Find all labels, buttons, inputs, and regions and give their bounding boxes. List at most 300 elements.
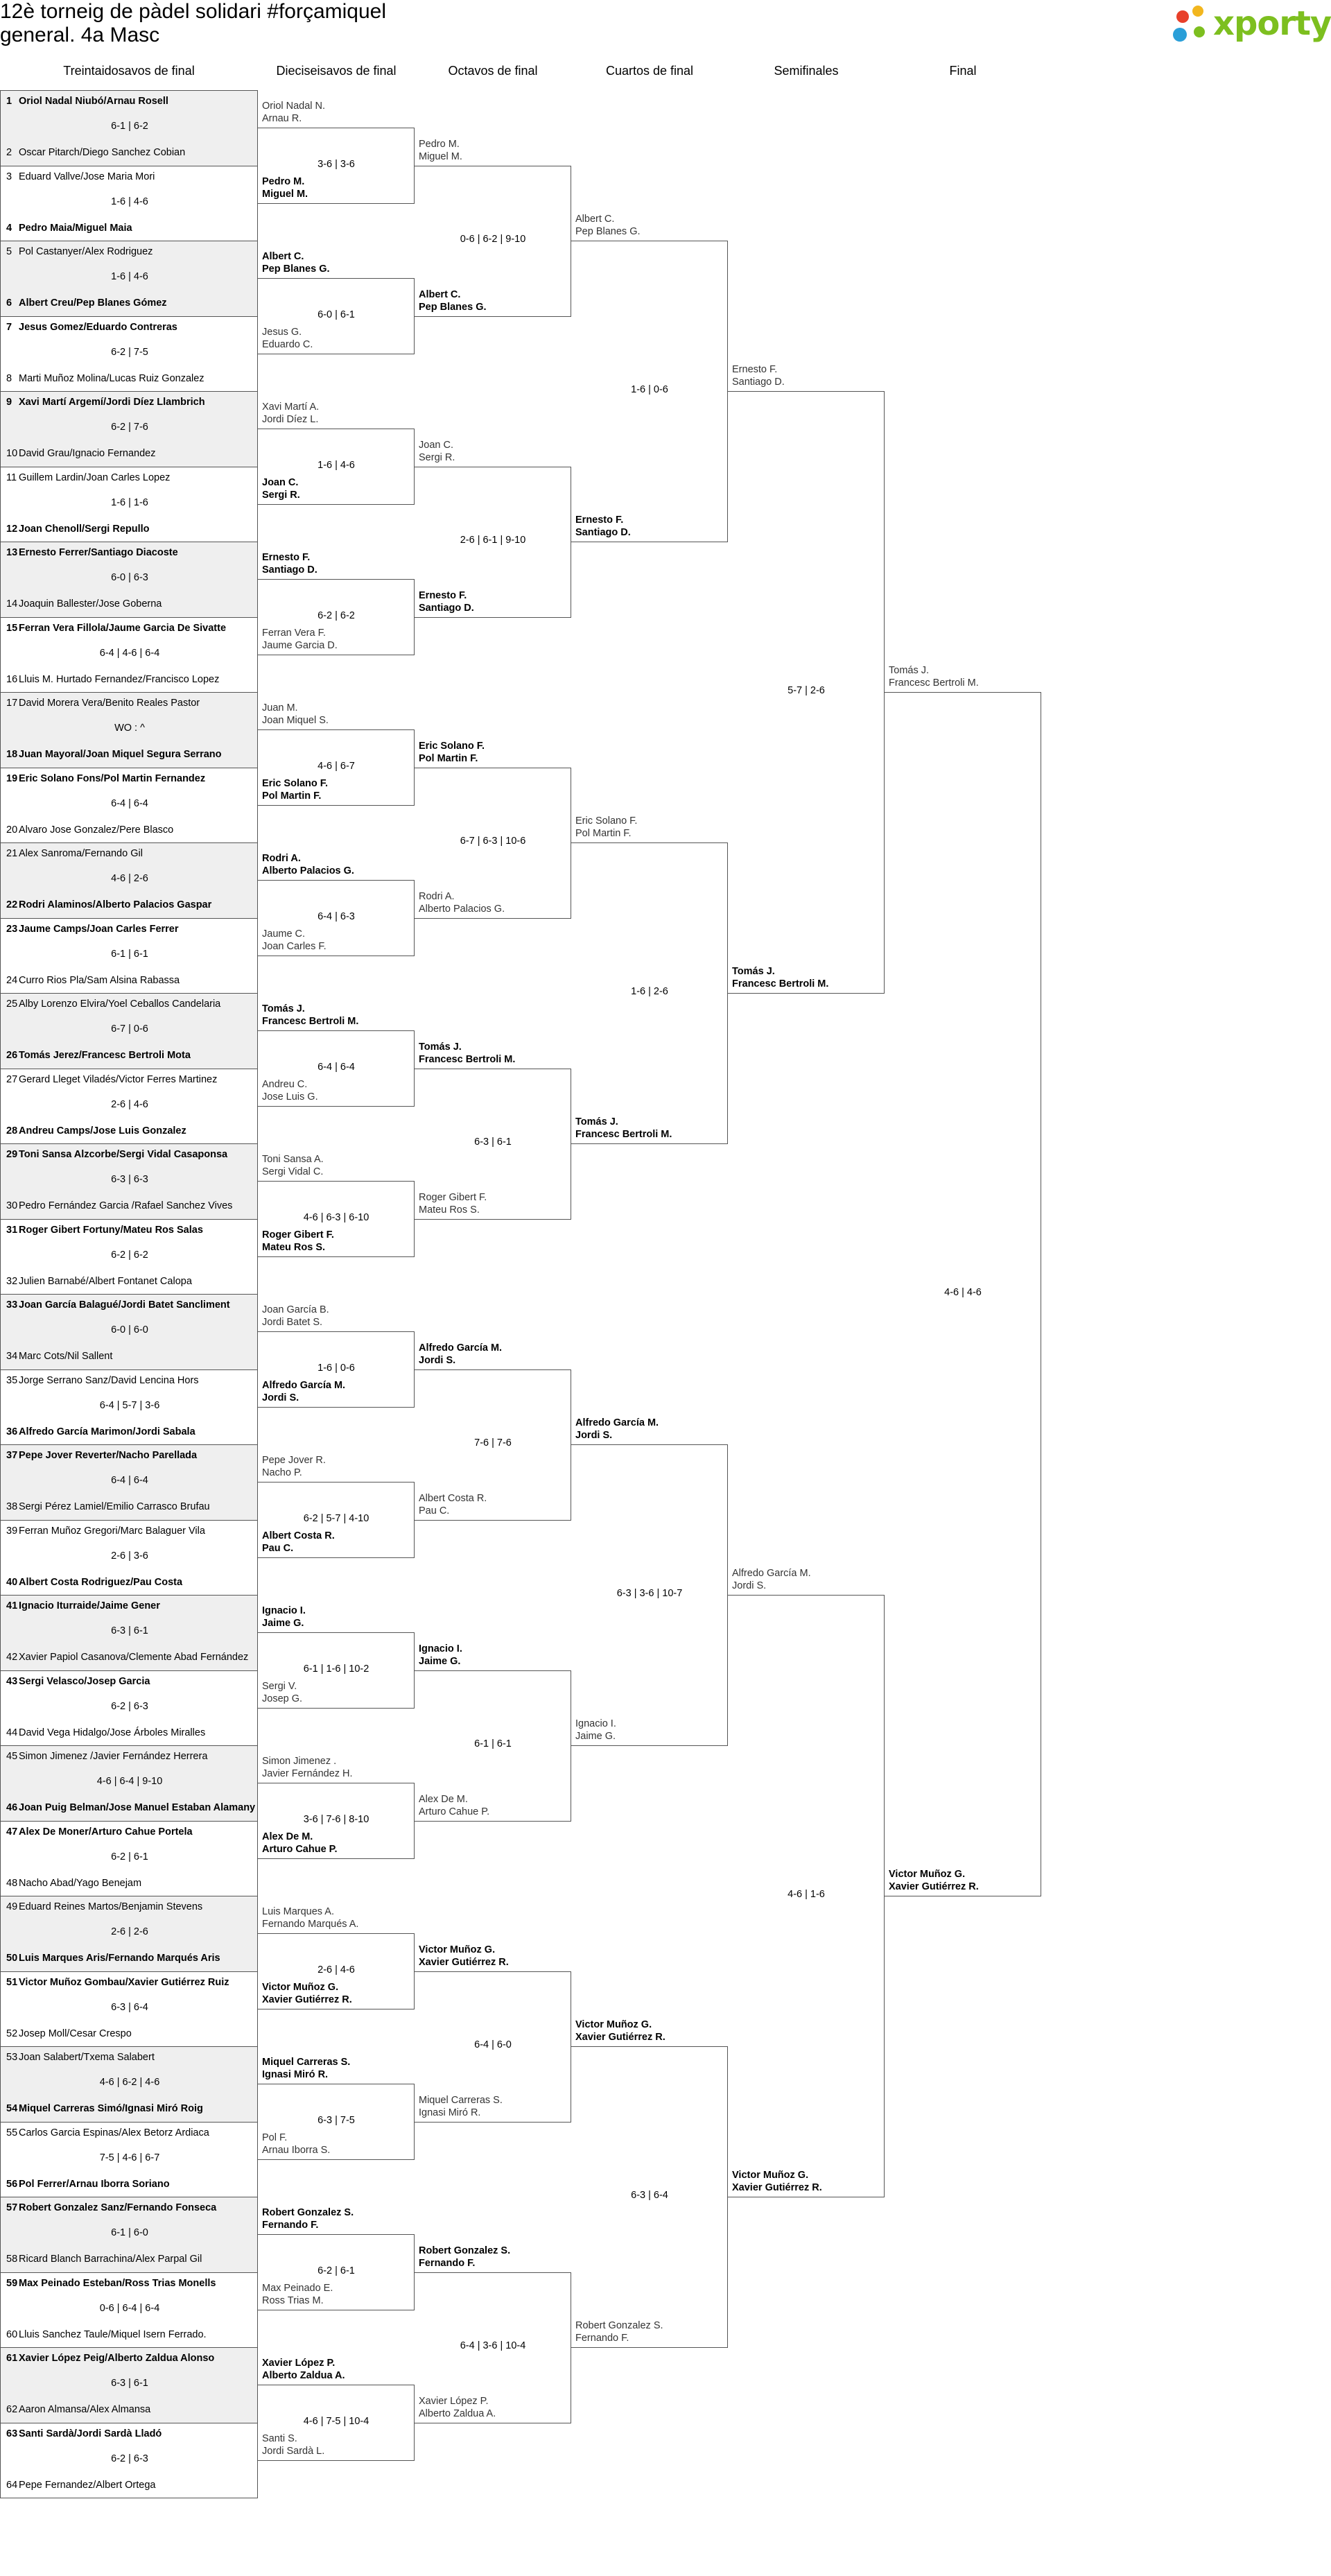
seed-number: 26 (6, 1050, 18, 1061)
team-a[interactable] (6, 923, 256, 935)
player-name: Francesc Bertroli M. (732, 978, 829, 989)
team-b[interactable] (6, 2102, 256, 2115)
team-name: Ernesto Ferrer/Santiago Diacoste (19, 547, 178, 558)
team-a[interactable] (6, 321, 256, 334)
seed-number: 32 (6, 1275, 18, 1287)
round-header: Octavos de final (448, 64, 538, 78)
team-a[interactable] (6, 697, 256, 709)
player-name: Eric Solano F. (575, 815, 638, 827)
team-name: Lluis M. Hurtado Fernandez/Francisco Lopez (19, 673, 220, 685)
seed-number: 14 (6, 598, 18, 610)
match-score: 6-4 | 6-4 (317, 1061, 355, 1073)
seed-number: 63 (6, 2428, 18, 2439)
seed-number: 43 (6, 1675, 18, 1687)
team-a[interactable] (6, 1826, 256, 1838)
player-name: Jaime G. (575, 1731, 616, 1742)
team-name: Roger Gibert Fortuny/Mateu Ros Salas (19, 1224, 203, 1236)
player-name: Arnau Iborra S. (262, 2144, 331, 2156)
team-b[interactable] (262, 2132, 330, 2156)
match-r1[interactable] (0, 90, 258, 166)
team-b[interactable] (6, 2479, 256, 2491)
seed-number: 6 (6, 297, 12, 309)
team-a[interactable] (262, 702, 329, 727)
player-name: Jordi S. (575, 1430, 613, 1441)
team-b[interactable] (575, 2319, 663, 2344)
match-r1[interactable] (0, 1219, 258, 1295)
player-name: Alberto Zaldua A. (262, 2370, 345, 2382)
team-b[interactable] (262, 1680, 302, 1705)
match-score: 4-6 | 4-6 (944, 1287, 982, 1298)
team-a[interactable] (419, 439, 455, 464)
team-b[interactable] (419, 1191, 487, 1216)
team-b[interactable] (6, 2403, 256, 2416)
player-name: Francesc Bertroli M. (575, 1129, 672, 1140)
match-score: 6-3 | 3-6 | 10-7 (616, 1588, 683, 1599)
team-a[interactable] (6, 1449, 256, 1462)
team-a[interactable] (6, 772, 256, 785)
player-name: Santiago D. (419, 602, 474, 614)
title-line-1: 12è torneig de pàdel solidari #forçamiquel (0, 0, 387, 23)
player-name: Albert C. (419, 288, 461, 300)
player-name: Tomás J. (732, 966, 775, 977)
team-name: Alex De Moner/Arturo Cahue Portela (19, 1826, 193, 1838)
team-b[interactable] (419, 589, 474, 614)
match-score: 0-6 | 6-4 | 6-4 (99, 2302, 160, 2314)
team-a[interactable] (6, 622, 256, 634)
player-name: Eric Solano F. (419, 740, 485, 752)
seed-number: 46 (6, 1802, 18, 1813)
team-b[interactable] (6, 1200, 256, 1212)
match-r1[interactable] (0, 1745, 258, 1822)
seed-number: 44 (6, 1727, 18, 1738)
team-name: Max Peinado Esteban/Ross Trias Monells (19, 2277, 216, 2289)
player-name: Roger Gibert F. (419, 1191, 487, 1203)
match-score: 4-6 | 6-7 (317, 760, 355, 772)
team-a[interactable] (575, 815, 637, 840)
player-name: Tomás J. (575, 1116, 618, 1127)
team-name: Aaron Almansa/Alex Almansa (19, 2404, 151, 2415)
player-name: Fernando F. (575, 2333, 629, 2344)
team-name: Joan García Balagué/Jordi Batet Sancliment (19, 1299, 230, 1311)
team-b[interactable] (6, 1350, 256, 1363)
player-name: Andreu C. (262, 1078, 308, 1090)
team-b[interactable] (6, 1576, 256, 1589)
team-name: Pol Castanyer/Alex Rodriguez (19, 246, 153, 257)
player-name: Nacho P. (262, 1467, 302, 1479)
match-score: 1-6 | 0-6 (631, 384, 668, 395)
team-b[interactable] (419, 2395, 496, 2420)
team-b[interactable] (6, 222, 256, 234)
player-name: Miquel Carreras S. (262, 2057, 351, 2068)
match-score: 1-6 | 4-6 (317, 459, 355, 471)
player-name: Xavier Gutiérrez R. (889, 1881, 979, 1892)
player-name: Josep G. (262, 1693, 303, 1704)
match-r1[interactable] (0, 2122, 258, 2198)
match-score: 6-2 | 5-7 | 4-10 (303, 1512, 369, 1524)
match-score: 1-6 | 4-6 (111, 196, 148, 207)
team-a[interactable] (419, 740, 485, 765)
team-b[interactable] (262, 777, 328, 802)
player-name: Francesc Bertroli M. (419, 1053, 516, 1065)
team-a[interactable] (575, 2019, 666, 2043)
team-a[interactable] (6, 1299, 256, 1311)
seed-number: 45 (6, 1751, 18, 1762)
team-name: Miquel Carreras Simó/Ignasi Miró Roig (19, 2103, 203, 2114)
team-b[interactable] (6, 1501, 256, 1513)
team-b[interactable] (6, 1877, 256, 1890)
team-b[interactable] (6, 2178, 256, 2190)
match-score: 2-6 | 2-6 (111, 1926, 148, 1937)
player-name: Miguel M. (419, 150, 462, 162)
team-b[interactable] (6, 2328, 256, 2341)
match-score: 6-3 | 6-4 (631, 2190, 668, 2201)
team-a[interactable] (6, 2127, 256, 2139)
match-r1[interactable] (0, 1971, 258, 2048)
team-b[interactable] (6, 1426, 256, 1438)
team-b[interactable] (575, 514, 631, 539)
seed-number: 21 (6, 848, 18, 859)
team-a[interactable] (6, 1976, 256, 1989)
team-b[interactable] (419, 2094, 503, 2119)
match-score: 6-2 | 7-6 (111, 422, 148, 433)
player-name: Ignacio I. (575, 1718, 616, 1729)
match-score: 6-4 | 6-4 (111, 797, 148, 809)
team-a[interactable] (262, 1605, 306, 1630)
match-r1[interactable] (0, 993, 258, 1069)
seed-number: 39 (6, 1525, 18, 1537)
team-b[interactable] (6, 1801, 256, 1814)
match-r1[interactable] (0, 692, 258, 768)
player-name: Ignacio I. (262, 1605, 306, 1617)
team-b[interactable] (6, 447, 256, 460)
team-b[interactable] (262, 1831, 338, 1856)
team-a[interactable] (262, 100, 325, 125)
round-header: Final (949, 64, 977, 78)
seed-number: 64 (6, 2479, 18, 2491)
player-name: Jaume Garcia D. (262, 639, 338, 651)
seed-number: 12 (6, 523, 18, 535)
team-a[interactable] (6, 546, 256, 559)
match-r1[interactable] (0, 316, 258, 392)
team-b[interactable] (6, 1727, 256, 1739)
team-b[interactable] (262, 175, 308, 200)
player-name: Xavier Gutiérrez R. (262, 1994, 352, 2005)
player-name: Pol Martin F. (419, 752, 478, 764)
match-score: 4-6 | 6-3 | 6-10 (303, 1211, 369, 1223)
match-r1[interactable] (0, 1821, 258, 1897)
match-score: 4-6 | 6-4 | 9-10 (96, 1776, 163, 1787)
team-b[interactable] (262, 1530, 335, 1555)
team-a[interactable] (6, 2051, 256, 2064)
team-a[interactable] (419, 1041, 515, 1066)
seed-number: 49 (6, 1901, 18, 1912)
team-a[interactable] (6, 1901, 256, 1913)
team-b[interactable] (732, 2169, 822, 2194)
team-a[interactable] (6, 847, 256, 860)
player-name: Alfredo García M. (575, 1417, 659, 1428)
player-name: Tomás J. (889, 665, 930, 676)
team-name: Pedro Fernández Garcia /Rafael Sanchez Vives (19, 1200, 233, 1211)
team-b[interactable] (6, 297, 256, 309)
player-name: Mateu Ros S. (262, 1241, 326, 1253)
team-b[interactable] (262, 2432, 324, 2457)
team-a[interactable] (262, 551, 317, 576)
team-name: Alex Sanroma/Fernando Gil (19, 848, 143, 859)
player-name: Mateu Ros S. (419, 1204, 480, 1216)
team-b[interactable] (889, 1868, 979, 1893)
team-a[interactable] (262, 250, 330, 275)
team-a[interactable] (262, 2357, 345, 2382)
team-a[interactable] (419, 1342, 502, 1367)
match-r1[interactable] (0, 2046, 258, 2123)
team-a[interactable] (6, 1224, 256, 1236)
team-b[interactable] (6, 1125, 256, 1137)
player-name: Joan C. (262, 476, 299, 488)
match-r1[interactable] (0, 391, 258, 467)
match-r1[interactable] (0, 1143, 258, 1220)
player-name: Jaime G. (419, 1655, 461, 1667)
round-header: Treintaidosavos de final (63, 64, 195, 78)
seed-number: 34 (6, 1351, 18, 1362)
team-b[interactable] (6, 2028, 256, 2040)
team-a[interactable] (732, 1567, 811, 1592)
seed-number: 50 (6, 1953, 18, 1964)
team-a[interactable] (262, 401, 319, 426)
team-b[interactable] (262, 928, 327, 953)
team-b[interactable] (262, 1229, 334, 1254)
player-name: Xavier Gutiérrez R. (419, 1956, 509, 1968)
team-b[interactable] (6, 673, 256, 686)
match-score: 6-1 | 1-6 | 10-2 (303, 1663, 369, 1675)
team-name: Luis Marques Aris/Fernando Marqués Aris (19, 1953, 220, 1964)
match-r1[interactable] (0, 1896, 258, 1972)
match-score: 6-4 | 5-7 | 3-6 (99, 1399, 160, 1411)
match-r1[interactable] (0, 542, 258, 618)
team-b[interactable] (262, 1981, 352, 2006)
team-b[interactable] (6, 899, 256, 911)
match-score: 6-2 | 6-3 (111, 1700, 148, 1712)
team-b[interactable] (6, 1049, 256, 1062)
team-b[interactable] (419, 890, 505, 915)
team-b[interactable] (6, 523, 256, 535)
team-a[interactable] (6, 396, 256, 408)
team-name: Jesus Gomez/Eduardo Contreras (19, 321, 177, 333)
team-a[interactable] (6, 1148, 256, 1161)
player-name: Jordi Sardà L. (262, 2445, 325, 2457)
team-a[interactable] (419, 1944, 509, 1969)
seed-number: 38 (6, 1501, 18, 1512)
player-name: Xavier López P. (419, 2395, 489, 2407)
team-b[interactable] (262, 1078, 318, 1103)
team-b[interactable] (6, 2253, 256, 2265)
team-b[interactable] (419, 1492, 487, 1517)
team-b[interactable] (419, 288, 487, 313)
match-r1[interactable] (0, 617, 258, 693)
player-name: Joan C. (419, 439, 453, 451)
team-b[interactable] (262, 627, 338, 652)
seed-number: 48 (6, 1877, 18, 1889)
team-b[interactable] (575, 1718, 616, 1743)
team-a[interactable] (732, 363, 785, 388)
match-score: 6-2 | 6-1 (317, 2265, 355, 2276)
player-name: Roger Gibert F. (262, 1229, 334, 1241)
match-r1[interactable] (0, 1670, 258, 1747)
team-b[interactable] (732, 965, 828, 990)
team-b[interactable] (6, 372, 256, 385)
player-name: Tomás J. (262, 1003, 305, 1015)
team-name: Gerard Lleget Viladés/Victor Ferres Martinez (19, 1073, 218, 1085)
team-a[interactable] (6, 245, 256, 258)
team-a[interactable] (6, 1675, 256, 1688)
team-a[interactable] (6, 1374, 256, 1387)
team-b[interactable] (6, 824, 256, 836)
match-r1[interactable] (0, 1069, 258, 1145)
player-name: Ernesto F. (732, 364, 778, 375)
match-r1[interactable] (0, 241, 258, 317)
team-name: Xavi Martí Argemí/Jordi Díez Llambrich (19, 397, 205, 408)
team-a[interactable] (262, 1003, 358, 1028)
match-r1[interactable] (0, 1520, 258, 1596)
player-name: Javier Fernández H. (262, 1768, 353, 1780)
match-score: 6-1 | 6-0 (111, 2227, 148, 2238)
team-a[interactable] (6, 1525, 256, 1537)
player-name: Albert C. (575, 214, 615, 225)
match-r1[interactable] (0, 842, 258, 919)
team-a[interactable] (6, 2428, 256, 2440)
player-name: Pep Blanes G. (419, 301, 487, 313)
player-name: Victor Muñoz G. (419, 1944, 496, 1955)
team-a[interactable] (419, 2245, 510, 2270)
team-b[interactable] (6, 1952, 256, 1964)
team-a[interactable] (262, 1153, 324, 1178)
team-b[interactable] (6, 1275, 256, 1288)
team-name: Curro Rios Pla/Sam Alsina Rabassa (19, 974, 180, 986)
team-a[interactable] (262, 1905, 358, 1930)
team-a[interactable] (6, 1750, 256, 1763)
match-r1[interactable] (0, 1369, 258, 1446)
team-name: Ricard Blanch Barrachina/Alex Parpal Gil (19, 2254, 202, 2265)
player-name: Xavier Gutiérrez R. (732, 2182, 822, 2193)
team-b[interactable] (262, 476, 300, 501)
match-r1[interactable] (0, 768, 258, 844)
xporty-logo[interactable] (1170, 1, 1330, 50)
player-name: Ross Trias M. (262, 2294, 324, 2306)
team-a[interactable] (262, 1454, 326, 1479)
team-a[interactable] (262, 1304, 329, 1329)
player-name: Santi S. (262, 2432, 297, 2444)
round-header: Cuartos de final (605, 64, 694, 78)
team-b[interactable] (6, 146, 256, 159)
team-a[interactable] (6, 998, 256, 1010)
team-b[interactable] (419, 1793, 489, 1818)
seed-number: 51 (6, 1976, 18, 1988)
team-name: Juan Mayoral/Joan Miquel Segura Serrano (19, 749, 222, 760)
team-name: Robert Gonzalez Sanz/Fernando Fonseca (19, 2202, 217, 2213)
team-b[interactable] (262, 2282, 333, 2307)
match-score: 4-6 | 6-2 | 4-6 (99, 2077, 160, 2088)
team-name: Xavier López Peig/Alberto Zaldua Alonso (19, 2353, 215, 2364)
match-r1[interactable] (0, 467, 258, 543)
team-a[interactable] (575, 1417, 659, 1442)
match-r1[interactable] (0, 918, 258, 994)
player-name: Alberto Palacios G. (262, 865, 354, 877)
player-name: Arturo Cahue P. (419, 1806, 490, 1817)
team-name: Pepe Jover Reverter/Nacho Parellada (19, 1450, 198, 1461)
match-r1[interactable] (0, 2272, 258, 2349)
team-b[interactable] (262, 1379, 345, 1404)
team-b[interactable] (575, 1116, 672, 1141)
team-a[interactable] (419, 1643, 462, 1668)
seed-number: 22 (6, 899, 18, 910)
team-a[interactable] (6, 171, 256, 183)
team-b[interactable] (6, 748, 256, 761)
match-r1[interactable] (0, 166, 258, 242)
seed-number: 47 (6, 1826, 18, 1838)
team-b[interactable] (6, 1651, 256, 1663)
team-a[interactable] (262, 2206, 354, 2231)
match-r1[interactable] (0, 2197, 258, 2273)
team-name: Xavier Papiol Casanova/Clemente Abad Fernández (19, 1652, 249, 1663)
player-name: Jordi Batet S. (262, 1317, 323, 1329)
player-name: Tomás J. (419, 1041, 462, 1053)
match-score: 6-4 | 3-6 | 10-4 (460, 2340, 526, 2351)
team-name: Tomás Jerez/Francesc Bertroli Mota (19, 1050, 191, 1061)
team-a[interactable] (262, 852, 354, 877)
seed-number: 55 (6, 2127, 18, 2138)
player-name: Albert Costa R. (419, 1492, 487, 1504)
match-r1[interactable] (0, 1444, 258, 1521)
team-name: Joan Puig Belman/Jose Manuel Estaban Alamany (19, 1802, 256, 1813)
round-header: Semifinales (774, 64, 839, 78)
player-name: Francesc Bertroli M. (262, 1016, 359, 1028)
team-a[interactable] (6, 2277, 256, 2290)
match-score: 6-7 | 0-6 (111, 1023, 148, 1035)
seed-number: 40 (6, 1576, 18, 1588)
team-a[interactable] (6, 2352, 256, 2365)
team-a[interactable] (6, 95, 256, 107)
team-a[interactable] (575, 213, 641, 238)
match-score: 6-0 | 6-3 (111, 572, 148, 583)
team-a[interactable] (6, 2202, 256, 2214)
team-name: David Grau/Ignacio Fernandez (19, 448, 156, 459)
team-b[interactable] (262, 326, 313, 351)
team-a[interactable] (262, 1755, 353, 1780)
team-name: Oscar Pitarch/Diego Sanchez Cobian (19, 147, 186, 158)
team-name: Joan Chenoll/Sergi Repullo (19, 523, 150, 535)
match-score: 0-6 | 6-2 | 9-10 (460, 234, 526, 245)
match-r1[interactable] (0, 1294, 258, 1370)
match-r1[interactable] (0, 2347, 258, 2423)
team-name: Sergi Pérez Lamiel/Emilio Carrasco Brufau (19, 1501, 210, 1512)
match-r1[interactable] (0, 2423, 258, 2499)
team-a[interactable] (6, 472, 256, 484)
player-name: Albert Costa R. (262, 1530, 335, 1541)
team-a[interactable] (419, 138, 462, 163)
player-name: Jordi S. (262, 1392, 299, 1403)
team-a[interactable] (262, 2056, 350, 2081)
team-a[interactable] (6, 1600, 256, 1612)
team-name: Jaume Camps/Joan Carles Ferrer (19, 923, 179, 935)
team-b[interactable] (6, 598, 256, 610)
match-r1[interactable] (0, 1595, 258, 1671)
seed-number: 42 (6, 1652, 18, 1663)
player-name: Eric Solano F. (262, 777, 329, 789)
team-a[interactable] (6, 1073, 256, 1086)
player-name: Pol Martin F. (575, 828, 632, 839)
match-score: 6-7 | 6-3 | 10-6 (460, 836, 526, 847)
team-a[interactable] (889, 664, 979, 689)
team-b[interactable] (6, 974, 256, 987)
